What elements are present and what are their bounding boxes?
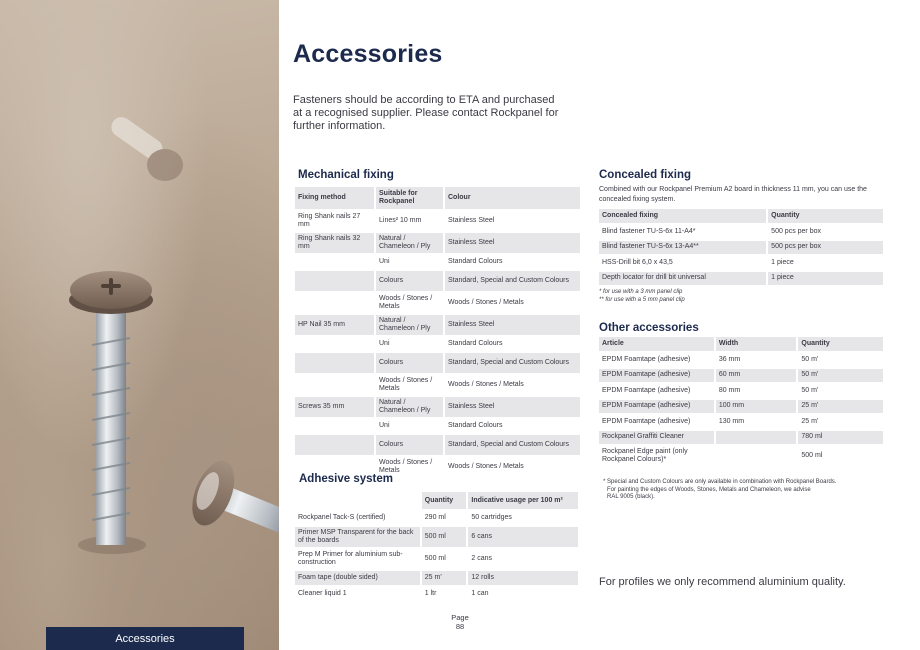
- table-cell: Standard, Special and Custom Colours: [445, 435, 580, 455]
- table-row: [599, 353, 883, 367]
- concealed-fixing-intro: Combined with our Rockpanel Premium A2 board in thickness 11 mm, you can use the concealed fixing system.: [599, 186, 867, 203]
- table-cell: [295, 375, 374, 395]
- footnote-line: For painting the edges of Woods, Stones, Metals and Chameleon, we advise: [607, 486, 811, 493]
- table-cell: Depth locator for drill bit universal: [599, 272, 766, 286]
- table-cell: Woods / Stones / Metals: [379, 459, 433, 474]
- table-row: [599, 272, 883, 286]
- table-cell: 500 pcs per box: [771, 227, 821, 235]
- table-cell: 80 mm: [718, 386, 741, 394]
- table-cell: 1 piece: [771, 258, 794, 266]
- table-cell: 1 piece: [768, 272, 883, 286]
- table-header-row: [295, 187, 580, 209]
- table-cell: [295, 271, 374, 291]
- column-header: Quantity: [768, 209, 883, 223]
- table-cell: Rockpanel Tack-S (certified): [298, 514, 386, 521]
- table-cell: EPDM Foamtape (adhesive): [602, 386, 691, 394]
- table-cell: Colours: [376, 435, 443, 455]
- table-cell: [295, 353, 374, 373]
- table-row: [295, 255, 580, 269]
- table-cell: Screws 35 mm: [295, 397, 374, 417]
- table-cell: Standard, Special and Custom Colours: [445, 271, 580, 291]
- adhesive-system-table: [293, 490, 580, 603]
- table-row: [295, 511, 578, 525]
- column-header: Indicative usage per 100 m²: [468, 492, 578, 509]
- mechanical-fixing-table: [293, 185, 582, 479]
- column-header: Width: [716, 337, 797, 351]
- table-cell: 50 cartridges: [471, 514, 512, 521]
- page-title: Accessories: [293, 40, 443, 68]
- table-row: [295, 375, 580, 395]
- table-row: [295, 293, 580, 313]
- table-cell: Standard Colours: [448, 422, 503, 429]
- table-cell: 1 ltr: [424, 590, 437, 597]
- table-cell: 6 cans: [468, 527, 578, 547]
- table-cell: [295, 337, 374, 351]
- page-value: 88: [455, 622, 465, 631]
- table-cell: Woods / Stones / Metals: [448, 299, 524, 306]
- table-header-row: [599, 209, 883, 223]
- table-cell: [295, 419, 374, 433]
- table-cell: Stainless Steel: [445, 397, 580, 417]
- profiles-note: For profiles we only recommend aluminium quality.: [599, 576, 846, 588]
- table-cell: [716, 431, 797, 445]
- table-row: [599, 256, 883, 270]
- table-cell: [295, 255, 374, 269]
- page-label: Page: [451, 613, 469, 622]
- page-number: [440, 613, 480, 631]
- table-cell: Standard Colours: [448, 340, 503, 347]
- table-row: [599, 225, 883, 239]
- table-cell: Blind fastener TU-S-6x 11-A4*: [602, 227, 696, 235]
- column-header: Fixing method: [295, 187, 374, 209]
- table-cell: Woods / Stones / Metals: [379, 377, 433, 392]
- column-header: Suitable for Rockpanel: [376, 187, 443, 209]
- concealed-fixing-table: [597, 207, 885, 287]
- footnote-line: RAL 9005 (black).: [607, 494, 655, 500]
- table-cell: 500 ml: [422, 527, 467, 547]
- table-row: [295, 435, 580, 455]
- table-cell: Uni: [379, 340, 390, 347]
- mechanical-fixing-heading: Mechanical fixing: [298, 169, 394, 181]
- table-cell: Colours: [376, 353, 443, 373]
- table-cell: 500 pcs per box: [768, 241, 883, 255]
- table-row: [295, 337, 580, 351]
- table-row: [599, 415, 883, 429]
- table-row: [599, 400, 883, 414]
- footnote: ** for use with a 5 mm panel clip: [599, 296, 685, 303]
- table-cell: Stainless Steel: [448, 217, 495, 224]
- table-cell: EPDM Foamtape (adhesive): [602, 417, 691, 425]
- table-cell: 60 mm: [716, 369, 797, 383]
- table-row: [599, 446, 883, 466]
- screws-on-panel-photo: [0, 0, 279, 650]
- table-cell: [295, 293, 374, 313]
- table-cell: Natural / Chameleon / Ply: [376, 315, 443, 335]
- table-cell: 1 can: [471, 590, 489, 597]
- table-cell: Uni: [379, 258, 390, 265]
- table-cell: Standard Colours: [448, 258, 503, 265]
- table-cell: 290 ml: [424, 514, 446, 521]
- table-row: [295, 315, 580, 335]
- table-row: [295, 397, 580, 417]
- table-row: [295, 419, 580, 433]
- column-header: Colour: [445, 187, 580, 209]
- table-cell: 36 mm: [718, 355, 741, 363]
- table-row: [599, 369, 883, 383]
- table-cell: EPDM Foamtape (adhesive): [602, 355, 691, 363]
- table-row: [295, 211, 580, 231]
- table-cell: 25 m': [422, 571, 467, 585]
- table-cell: Ring Shank nails 27 mm: [298, 213, 361, 228]
- table-cell: 50 m': [801, 386, 819, 394]
- other-accessories-table: [597, 335, 885, 468]
- section-tab-label: Accessories: [46, 627, 244, 650]
- column-header: Concealed fixing: [599, 209, 766, 223]
- table-cell: Woods / Stones / Metals: [379, 295, 433, 310]
- table-cell: Primer MSP Transparent for the back of the boards: [295, 527, 420, 547]
- adhesive-system-heading: Adhesive system: [299, 473, 393, 485]
- table-header-row: [295, 492, 578, 509]
- column-header: Article: [599, 337, 714, 351]
- column-header: Quantity: [422, 492, 467, 509]
- table-row: [295, 527, 578, 547]
- table-cell: Prep M Primer for aluminium sub-construction: [298, 551, 403, 566]
- footnote-line: * Special and Custom Colours are only available in combination with Rockpanel Boards.: [603, 479, 837, 485]
- concealed-fixing-heading: Concealed fixing: [599, 169, 692, 181]
- table-row: [295, 271, 580, 291]
- table-cell: Natural / Chameleon / Ply: [376, 233, 443, 253]
- column-header: Quantity: [798, 337, 883, 351]
- table-cell: 500 ml: [801, 452, 823, 459]
- concealed-fixing-footnotes: [599, 289, 685, 304]
- table-cell: Lines² 10 mm: [379, 217, 422, 224]
- table-cell: 130 mm: [718, 417, 745, 425]
- table-row: [295, 353, 580, 373]
- table-row: [599, 384, 883, 398]
- table-cell: HSS-Drill bit 6,0 x 43,5: [602, 258, 673, 266]
- table-cell: Uni: [379, 422, 390, 429]
- other-accessories-heading: Other accessories: [599, 322, 699, 334]
- table-cell: Foam tape (double sided): [295, 571, 420, 585]
- column-header: [295, 492, 420, 509]
- table-cell: EPDM Foamtape (adhesive): [599, 369, 714, 383]
- table-cell: Stainless Steel: [445, 315, 580, 335]
- table-cell: 780 ml: [798, 431, 883, 445]
- screws-illustration: [0, 0, 279, 650]
- intro-paragraph: Fasteners should be according to ETA and purchased at a recognised supplier. Please contact Rockpanel for further information.: [293, 94, 559, 132]
- table-cell: 25 m': [798, 400, 883, 414]
- table-cell: 500 ml: [424, 555, 446, 562]
- footnote: * for use with a 3 mm panel clip: [599, 289, 683, 295]
- table-cell: Woods / Stones / Metals: [448, 463, 524, 470]
- table-row: [295, 571, 578, 585]
- table-header-row: [599, 337, 883, 351]
- table-cell: 2 cans: [471, 555, 493, 562]
- table-cell: 50 m': [798, 369, 883, 383]
- table-row: [295, 587, 578, 601]
- table-cell: Standard, Special and Custom Colours: [445, 353, 580, 373]
- table-cell: 100 mm: [716, 400, 797, 414]
- table-cell: 25 m': [801, 417, 819, 425]
- table-cell: Colours: [376, 271, 443, 291]
- table-row: [599, 241, 883, 255]
- other-accessories-footnote: [603, 479, 878, 502]
- table-cell: EPDM Foamtape (adhesive): [599, 400, 714, 414]
- table-cell: Rockpanel Graffiti Cleaner: [599, 431, 714, 445]
- table-cell: Woods / Stones / Metals: [448, 381, 524, 388]
- table-cell: Stainless Steel: [445, 233, 580, 253]
- table-cell: Natural / Chameleon / Ply: [376, 397, 443, 417]
- table-row: [295, 233, 580, 253]
- table-cell: Ring Shank nails 32 mm: [295, 233, 374, 253]
- table-cell: [295, 435, 374, 455]
- table-cell: HP Nail 35 mm: [295, 315, 374, 335]
- table-cell: 50 m': [801, 355, 819, 363]
- table-cell: Blind fastener TU-S-6x 13-A4**: [599, 241, 766, 255]
- table-row: [599, 431, 883, 445]
- table-cell: Rockpanel Edge paint (only Rockpanel Colours)*: [602, 448, 688, 463]
- table-cell: [716, 446, 797, 466]
- table-cell: Cleaner liquid 1: [298, 590, 347, 597]
- table-cell: 12 rolls: [468, 571, 578, 585]
- table-row: [295, 549, 578, 569]
